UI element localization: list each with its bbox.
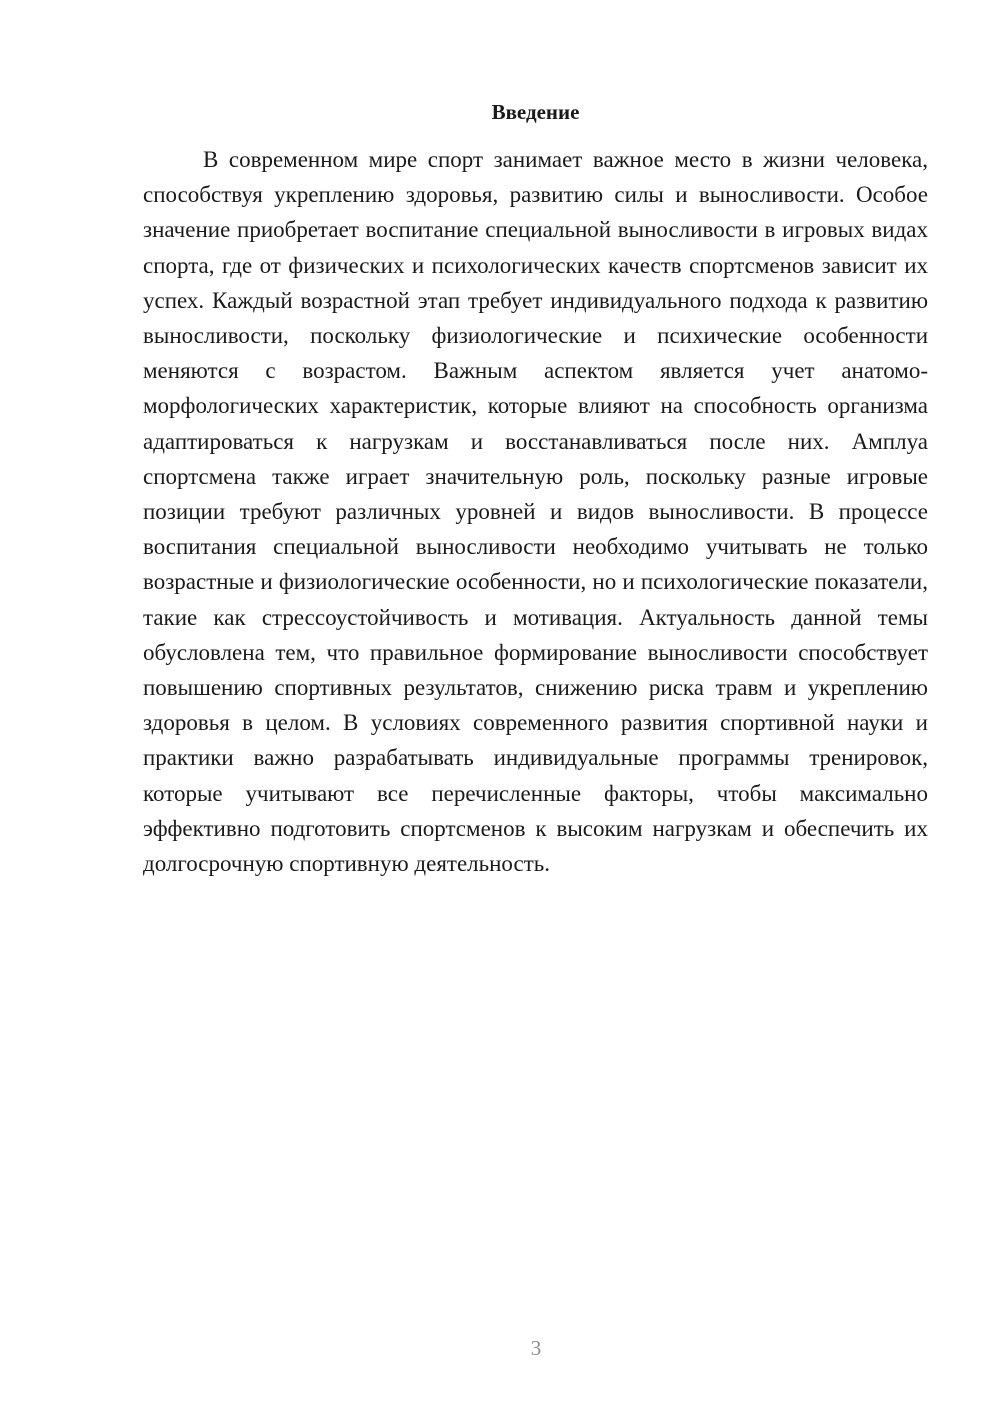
body-paragraph: В современном мире спорт занимает важное место в жизни человека, способствуя укреплению здоровья, развитию силы и выносливости. Особое значение приобретает воспитание специальной выносливости в игровых видах спорта, где от физических и психологических качеств спортсменов зависит их успех. Каждый возрастной этап требует индивидуального подхода к развитию выносливости, поскольку физиологические и психические особенности меняются с возрастом. Важным аспектом является учет анатомо-морфологических характеристик, которые влияют на способность организма адаптироваться к нагрузкам и восстанавливаться после них. Амплуа спортсмена также играет значительную роль, поскольку разные игровые позиции требуют различных уровней и видов выносливости. В процессе воспитания специальной выносливости необходимо учитывать не только возрастные и физиологические особенности, но и психологические показатели, такие как стрессоустойчивость и мотивация. Актуальность данной темы обусловлена тем, что правильное формирование выносливости способствует повышению спортивных результатов, снижению риска травм и укреплению здоровья в целом. В условиях современного развития спортивной науки и практики важно разрабатывать индивидуальные программы тренировок, которые учитывают все перечисленные факторы, чтобы максимально эффективно подготовить спортсменов к высоким нагрузкам и обеспечить их долгосрочную спортивную деятельность.: [143, 147, 928, 877]
section-heading: Введение: [491, 100, 580, 124]
page-number: 3: [530, 1336, 542, 1360]
